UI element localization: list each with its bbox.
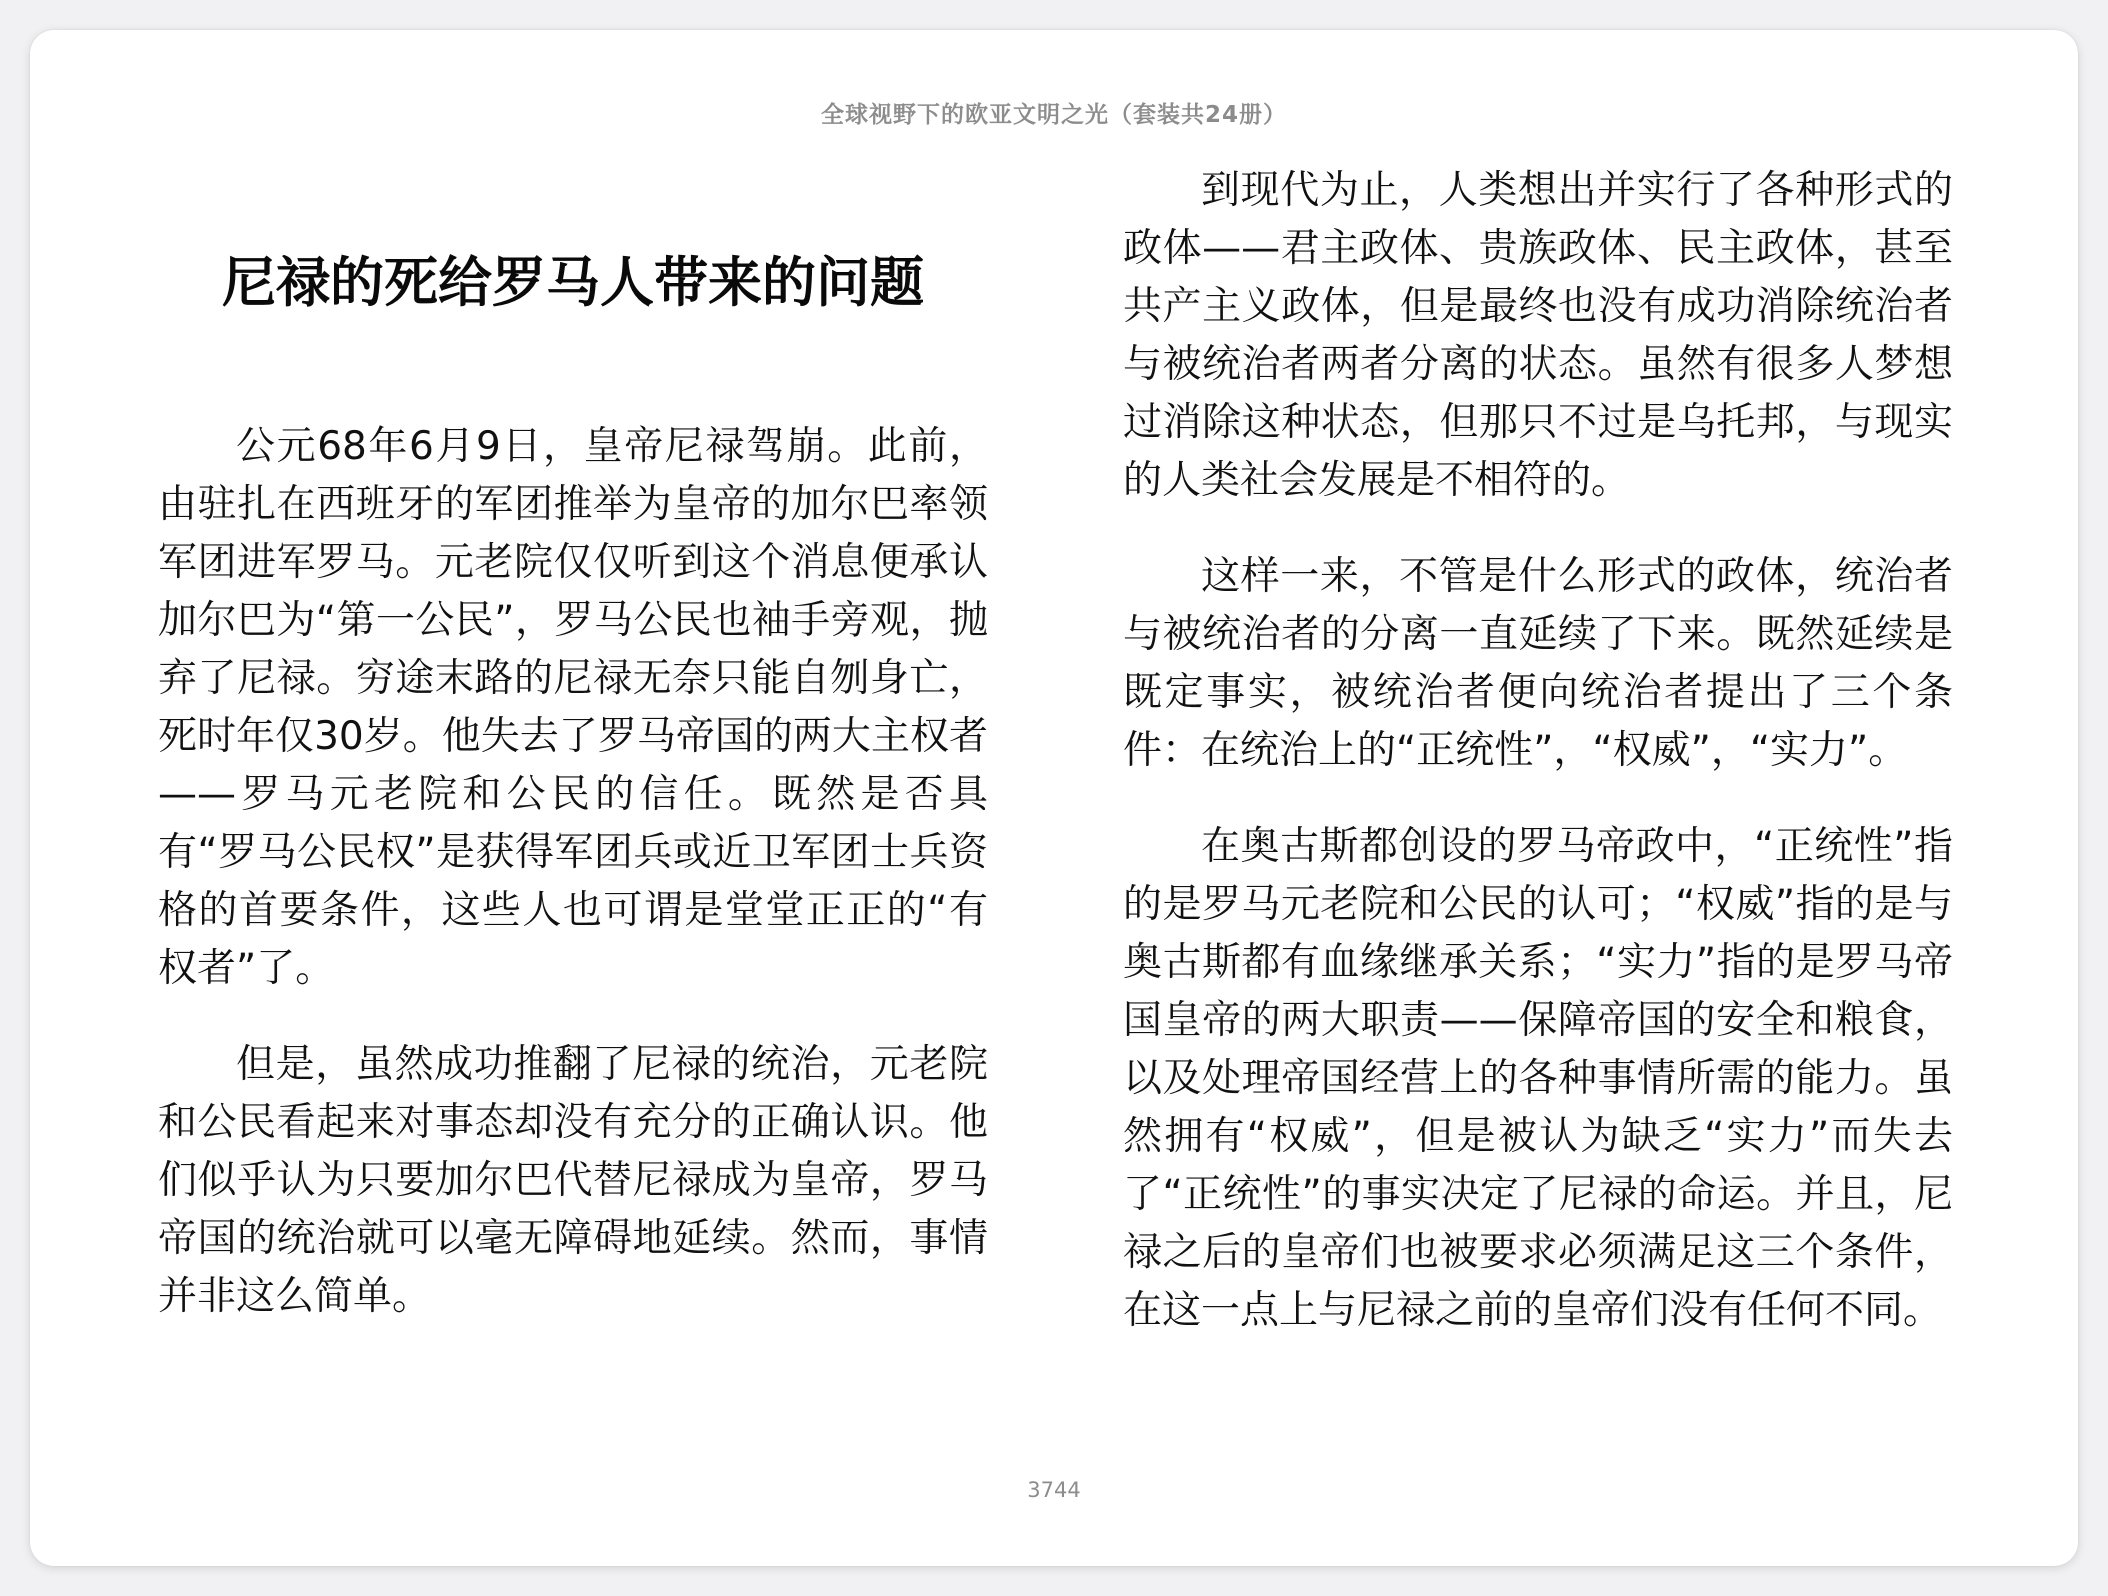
- paragraph: 这样一来，不管是什么形式的政体，统治者与被统治者的分离一直延续了下来。既然延续是既定事实，被统治者便向统治者提出了三个条件：在统治上的“正统性”，“权威”，“实力”。: [1123, 554, 1953, 773]
- paragraph: 在奥古斯都创设的罗马帝政中，“正统性”指的是罗马元老院和公民的认可；“权威”指的是与奥古斯都有血缘继承关系；“实力”指的是罗马帝国皇帝的两大职责——保障帝国的安全和粮食，以及处理帝国经营上的各种事情所需的能力。虽然拥有“权威”，但是被认为缺乏“实力”而失去了“正统性”的事实决定了尼禄的命运。并且，尼禄之后的皇帝们也被要求必须满足这三个条件，在这一点上与尼禄之前的皇帝们没有任何不同。: [1123, 824, 1953, 1333]
- page-number: 3744: [1027, 1478, 1081, 1502]
- reader-page[interactable]: [30, 30, 2078, 1566]
- running-header: 全球视野下的欧亚文明之光（套装共24册）: [820, 102, 1287, 128]
- paragraph: 但是，虽然成功推翻了尼禄的统治，元老院和公民看起来对事态却没有充分的正确认识。他们似乎认为只要加尔巴代替尼禄成为皇帝，罗马帝国的统治就可以毫无障碍地延续。然而，事情并非这么简单。: [158, 1042, 988, 1319]
- left-body-text: [158, 418, 988, 1364]
- paragraph: 到现代为止，人类想出并实行了各种形式的政体——君主政体、贵族政体、民主政体，甚至共产主义政体，但是最终也没有成功消除统治者与被统治者两者分离的状态。虽然有很多人梦想过消除这种状态，但那只不过是乌托邦，与现实的人类社会发展是不相符的。: [1123, 168, 1953, 503]
- right-body-text: [1123, 162, 1953, 1378]
- chapter-title: 尼禄的死给罗马人带来的问题: [222, 251, 924, 314]
- paragraph: 公元68年6月9日，皇帝尼禄驾崩。此前，由驻扎在西班牙的军团推举为皇帝的加尔巴率领军团进军罗马。元老院仅仅听到这个消息便承认加尔巴为“第一公民”，罗马公民也袖手旁观，抛弃了尼禄。穷途末路的尼禄无奈只能自刎身亡，死时年仅30岁。他失去了罗马帝国的两大主权者——罗马元老院和公民的信任。既然是否具有“罗马公民权”是获得军团兵或近卫军团士兵资格的首要条件，这些人也可谓是堂堂正正的“有权者”了。: [158, 424, 988, 991]
